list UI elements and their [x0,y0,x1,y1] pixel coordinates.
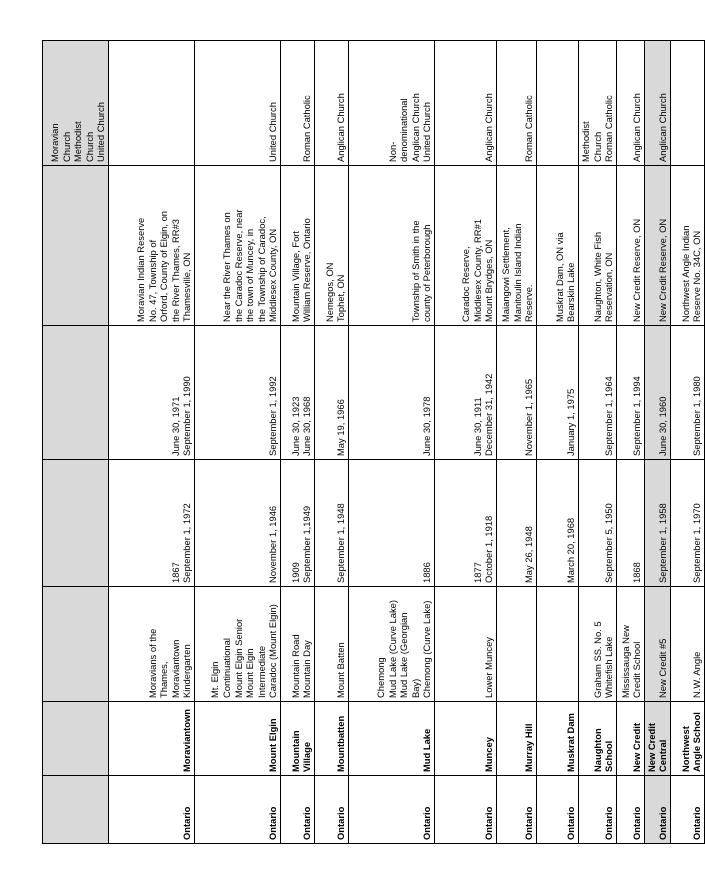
cell-line: Township of Smith in the [409,220,421,322]
cell-line: Methodist [72,121,84,162]
cell-line: November 1, 1946 [267,505,279,583]
province-cell: Ontario [497,776,537,844]
opened-cell [644,460,670,587]
location-cell [43,166,109,326]
cell-line: September 1, 1948 [335,503,347,583]
cell-line: Graham SS. No. 5 [591,621,603,698]
cell-line: September 1, 1972 [181,503,193,583]
cell-line: October 1, 1918 [483,515,495,583]
closed-cell [579,326,617,460]
cell-line: Anglican Church [483,93,495,162]
school-name-cell: Muncey [435,702,497,776]
school-name-cell: Naughton School [579,702,617,776]
opened-cell [497,460,537,587]
other-names-cell [616,587,644,702]
cell-line: Northwest Angle Indian [679,225,691,322]
closed-cell [497,326,537,460]
school-name-cell [43,702,109,776]
table-row [349,41,435,844]
cell-line: Mt. Elgin [209,661,221,698]
opened-cell [349,460,435,587]
other-names-cell [281,587,315,702]
cell-line: September 1, 1980 [691,376,703,456]
table-row [109,41,195,844]
school-name-cell: Mud Lake [349,702,435,776]
cell-line: Naughton, White Fish [591,231,603,322]
cell-line: Near the River Thames on [221,212,233,322]
cell-line: New Credit Reserve, ON [631,218,643,322]
cell-line: Intermediate [255,645,267,698]
affiliation-cell [281,41,315,166]
cell-line: Maiangowi Settlement, [500,227,512,322]
cell-line: Roman Catholic [301,95,313,162]
school-name-cell: Moraviantown [109,702,195,776]
cell-line: Reserve No. 34C, ON [691,230,703,322]
schools-table [42,40,705,844]
province-cell: Ontario [537,776,579,844]
affiliation-cell [579,41,617,166]
cell-line: Moravian [49,123,61,162]
affiliation-cell [195,41,281,166]
cell-line: Mount Elgin [244,648,256,698]
cell-line: county of Peterborough [421,224,433,322]
cell-line: the River Thames, RR#3 [169,219,181,322]
cell-line: Muskrat Dam, ON via [553,232,565,322]
cell-line: Chemong (Curve Lake) [421,600,433,698]
cell-line: Continuational [221,638,233,698]
province-cell: Ontario [281,776,315,844]
province-cell: Ontario [109,776,195,844]
school-name-cell: New Credit Central [644,702,670,776]
cell-line: September 1, 1990 [181,376,193,456]
cell-line: Roman Catholic [603,95,615,162]
cell-line: Thamesville, ON [181,252,193,322]
location-cell [579,166,617,326]
cell-line: September 1, 1994 [631,376,643,456]
cell-line: Credit School [631,641,643,698]
cell-line: Anglican Church [335,93,347,162]
cell-line: June 30, 1978 [421,396,433,456]
other-names-cell [670,587,704,702]
cell-line: Orford, County of Elgin, on [158,211,170,322]
opened-cell [537,460,579,587]
location-cell [195,166,281,326]
location-cell [315,166,349,326]
table-row [435,41,497,844]
cell-line: September 1, 1970 [691,503,703,583]
cell-line: New Credit #5 [657,638,669,698]
cell-line: Methodist [580,121,591,162]
affiliation-cell [315,41,349,166]
cell-line: June 30, 1968 [301,396,313,456]
opened-cell [579,460,617,587]
other-names-cell [644,587,670,702]
affiliation-cell [497,41,537,166]
closed-cell [315,326,349,460]
school-name-cell: Murray Hill [497,702,537,776]
table-row [644,41,670,844]
cell-line: Mount Elgin Senior [232,618,244,698]
province-cell [43,776,109,844]
affiliation-cell [43,41,109,166]
table-row [281,41,315,844]
cell-line: the Township of Caradoc, [255,216,267,322]
cell-line: Tophet, ON [335,274,347,322]
school-name-cell: Muskrat Dam [537,702,579,776]
cell-line: Middlesex County, ON [267,228,279,322]
cell-line: Mount Batten [335,642,347,698]
cell-line: Moravians of the [146,628,158,698]
cell-line: Church [60,131,72,162]
closed-cell [670,326,704,460]
location-cell [109,166,195,326]
cell-line: Lower Muncey [483,637,495,698]
cell-line: September 1,1949 [301,505,313,583]
closed-cell [281,326,315,460]
affiliation-cell [537,41,579,166]
cell-line: Mount Brydges, ON [483,239,495,322]
cell-line: New Credit Reserve, ON [657,218,669,322]
cell-line: Anglican Church [409,93,421,162]
opened-cell [616,460,644,587]
table-row [195,41,281,844]
cell-line: William Reserve, Ontario [301,218,313,322]
cell-line: Reserve. [523,284,535,322]
cell-line: May 26, 1948 [523,526,535,583]
cell-line: 1877 [471,562,483,583]
location-cell [537,166,579,326]
opened-cell [315,460,349,587]
other-names-cell [349,587,435,702]
province-cell: Ontario [315,776,349,844]
cell-line: N.W. Angle [691,651,703,698]
cell-line: No. 47, Township of [146,239,158,322]
table-row [497,41,537,844]
cell-line: United Church [267,102,279,162]
table-row [315,41,349,844]
other-names-cell [43,587,109,702]
cell-line: March 20, 1968 [565,517,577,583]
cell-line: June 30, 1971 [169,396,181,456]
location-cell [644,166,670,326]
other-names-cell [195,587,281,702]
cell-line: Mississauga New [619,625,631,698]
cell-line: Nemegos, ON [323,262,335,322]
closed-cell [616,326,644,460]
cell-line: May 19, 1966 [335,399,347,456]
table-row [616,41,644,844]
location-cell [670,166,704,326]
cell-line: December 31, 1942 [483,373,495,456]
cell-line: Chemong [375,657,387,698]
school-name-cell: Mountain Village [281,702,315,776]
cell-line: Manitoulin Island Indian [511,223,523,322]
cell-line: Mountain Day [301,640,313,698]
closed-cell [349,326,435,460]
cell-line: United Church [95,102,107,162]
location-cell [616,166,644,326]
opened-cell [435,460,497,587]
table-row [579,41,617,844]
cell-line: Church [591,131,603,162]
closed-cell [537,326,579,460]
closed-cell [435,326,497,460]
cell-line: Mud Lake (Georgian [398,612,410,698]
cell-line: Kindergarten [181,644,193,698]
affiliation-cell [349,41,435,166]
table-row [670,41,704,844]
province-cell: Ontario [579,776,617,844]
location-cell [497,166,537,326]
cell-line: Non- [386,141,398,162]
opened-cell [109,460,195,587]
cell-line: June 30, 1923 [289,396,301,456]
cell-line: November 1, 1965 [523,378,535,456]
opened-cell [281,460,315,587]
cell-line: Anglican Church [657,93,669,162]
location-cell [281,166,315,326]
closed-cell [109,326,195,460]
opened-cell [670,460,704,587]
location-cell [435,166,497,326]
affiliation-cell [109,41,195,166]
cell-line: September 5, 1950 [603,503,615,583]
cell-line: 1886 [421,562,433,583]
school-name-cell: Northwest Angle School [670,702,704,776]
cell-line: June 30, 1911 [471,397,483,456]
province-cell: Ontario [435,776,497,844]
cell-line: Thames, [158,661,170,698]
cell-line: Moraviantown [169,639,181,698]
cell-line: Caradoc (Mount Elgin) [267,604,279,698]
cell-line: September 1, 1992 [267,376,279,456]
cell-line: January 1, 1975 [565,388,577,456]
closed-cell [43,326,109,460]
closed-cell [644,326,670,460]
other-names-cell [435,587,497,702]
cell-line: Moravian Indian Reserve [135,217,147,322]
cell-line: September 1, 1958 [657,503,669,583]
cell-line: Mud Lake (Curve Lake) [386,600,398,698]
cell-line: Mountain Road [289,634,301,698]
affiliation-cell [616,41,644,166]
province-cell: Ontario [644,776,670,844]
other-names-cell [497,587,537,702]
province-cell: Ontario [195,776,281,844]
cell-line: June 30, 1960 [657,396,669,456]
other-names-cell [109,587,195,702]
cell-line: Anglican Church [631,93,643,162]
cell-line: the town of Muncey, in [244,228,256,322]
closed-cell [195,326,281,460]
cell-line: 1867 [169,562,181,583]
school-name-cell: Mountbatten [315,702,349,776]
cell-line: Whitefish Lake [603,636,615,698]
rotated-page [42,41,703,844]
cell-line: Church [83,131,95,162]
other-names-cell [537,587,579,702]
cell-line: Mountain Village, Fort [289,230,301,322]
other-names-cell [315,587,349,702]
cell-line: denominational [398,98,410,162]
location-cell [349,166,435,326]
cell-line: United Church [421,102,433,162]
cell-line: the Caradoc Reserve, near [232,209,244,322]
affiliation-cell [435,41,497,166]
school-name-cell: New Credit [616,702,644,776]
province-cell: Ontario [670,776,704,844]
cell-line: Middlesex County, RR#1 [471,219,483,322]
cell-line: Bearskin Lake [565,262,577,322]
opened-cell [43,460,109,587]
school-name-cell: Mount Elgin [195,702,281,776]
table-row [43,41,109,844]
cell-line: Bay) [409,678,421,698]
cell-line: 1868 [631,562,643,583]
cell-line: Caradoc Reserve, [460,246,472,322]
province-cell: Ontario [349,776,435,844]
province-cell: Ontario [616,776,644,844]
other-names-cell [579,587,617,702]
cell-line: September 1, 1964 [603,376,615,456]
cell-line: Roman Catholic [523,95,535,162]
affiliation-cell [670,41,704,166]
table-row [537,41,579,844]
opened-cell [195,460,281,587]
cell-line: Reservation, ON [603,252,615,322]
cell-line: 1909 [289,562,301,583]
affiliation-cell [644,41,670,166]
